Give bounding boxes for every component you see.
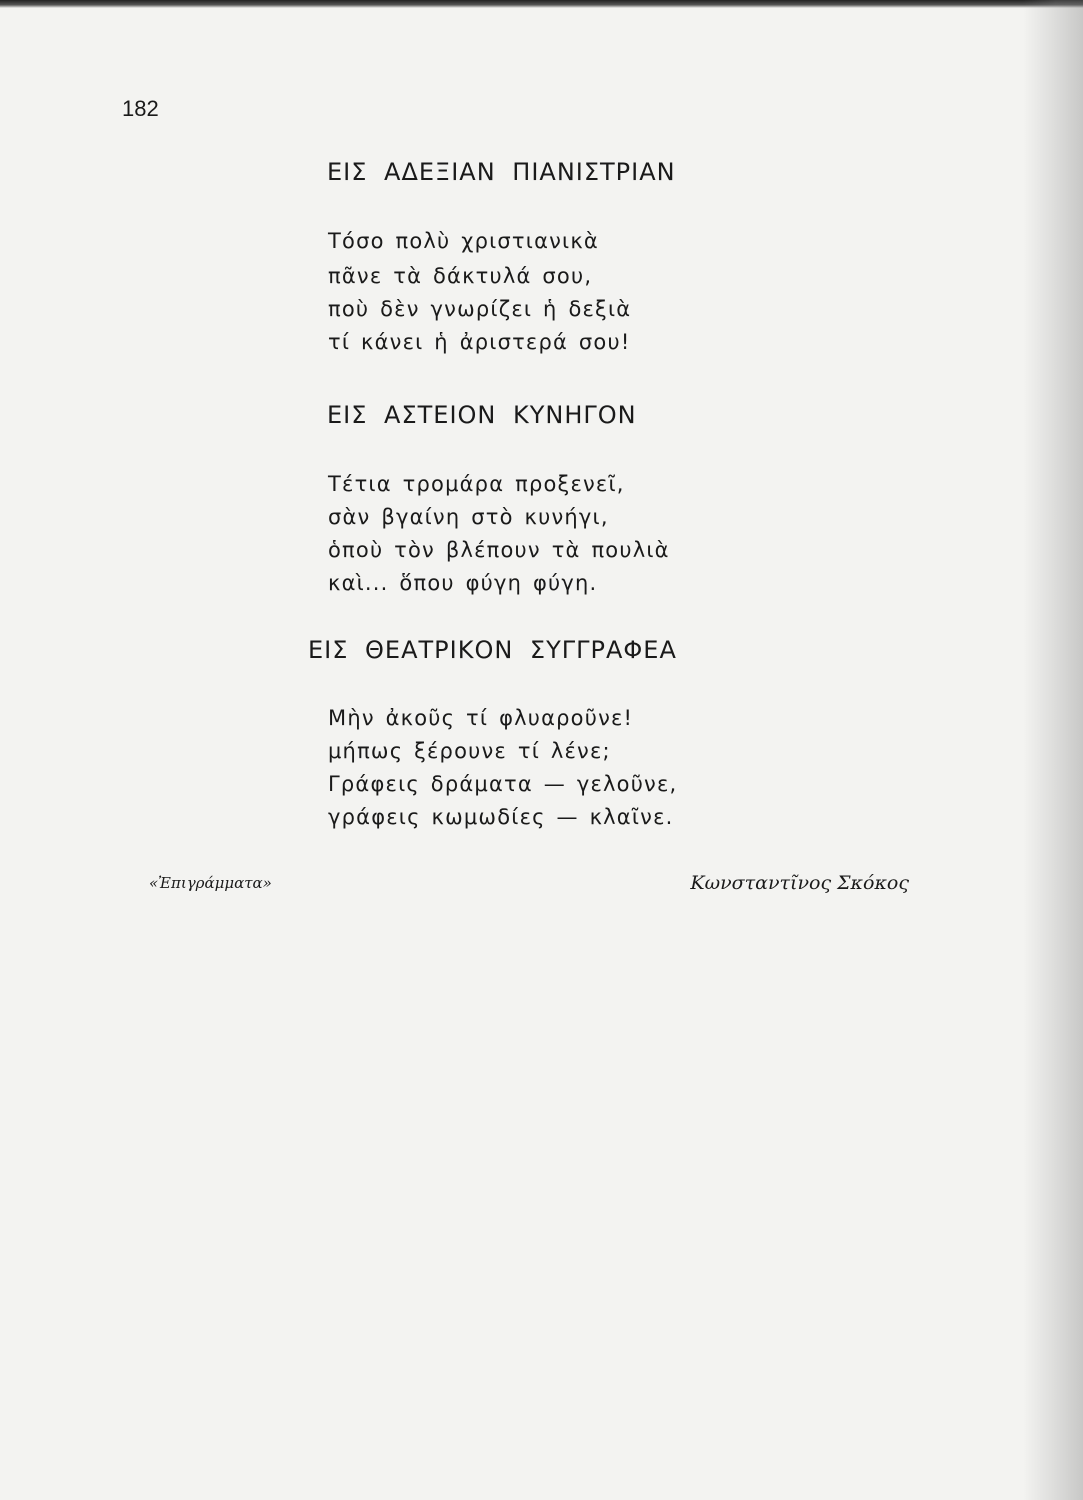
poem-line: πᾶνε τὰ δάκτυλά σου, xyxy=(328,264,593,288)
poem-title: ΕΙΣ ΑΔΕΞΙΑΝ ΠΙΑΝΙΣΤΡΙΑΝ xyxy=(327,158,676,186)
poem-line: Τόσο πολὺ χριστιανικὰ xyxy=(328,229,599,253)
poem-line: γράφεις κωμωδίες — κλαῖνε. xyxy=(328,805,674,829)
poem-line: τί κάνει ἡ ἀριστερά σου! xyxy=(328,330,631,354)
source-citation: «Ἐπιγράμματα» xyxy=(149,874,272,892)
poem-line: ποὺ δὲν γνωρίζει ἡ δεξιὰ xyxy=(328,297,632,321)
poem-title: ΕΙΣ ΘΕΑΤΡΙΚΟΝ ΣΥΓΓΡΑΦΕΑ xyxy=(308,636,677,664)
poem-line: Τέτια τρομάρα προξενεῖ, xyxy=(328,472,625,496)
poem-title: ΕΙΣ ΑΣΤΕΙΟΝ ΚΥΝΗΓΟΝ xyxy=(327,401,637,429)
poem-line: ὁπoὺ τὸν βλέπουν τὰ πουλιὰ xyxy=(328,538,670,562)
poem-line: μήπως ξέρουνε τί λένε; xyxy=(328,739,611,763)
poem-line: Μὴν ἀκοῦς τί φλυαροῦνε! xyxy=(328,706,634,730)
author-name: Κωνσταντῖνος Σκόκος xyxy=(690,872,909,894)
page-binding-shadow xyxy=(1023,0,1083,1500)
page-top-edge xyxy=(0,0,1083,8)
page-number: 182 xyxy=(122,96,159,121)
poem-line: σὰν βγαίνη στὸ κυνήγι, xyxy=(328,505,609,529)
poem-line: Γράφεις δράματα — γελοῦνε, xyxy=(328,772,678,796)
poem-line: καὶ... ὅπου φύγη φύγη. xyxy=(328,571,598,595)
